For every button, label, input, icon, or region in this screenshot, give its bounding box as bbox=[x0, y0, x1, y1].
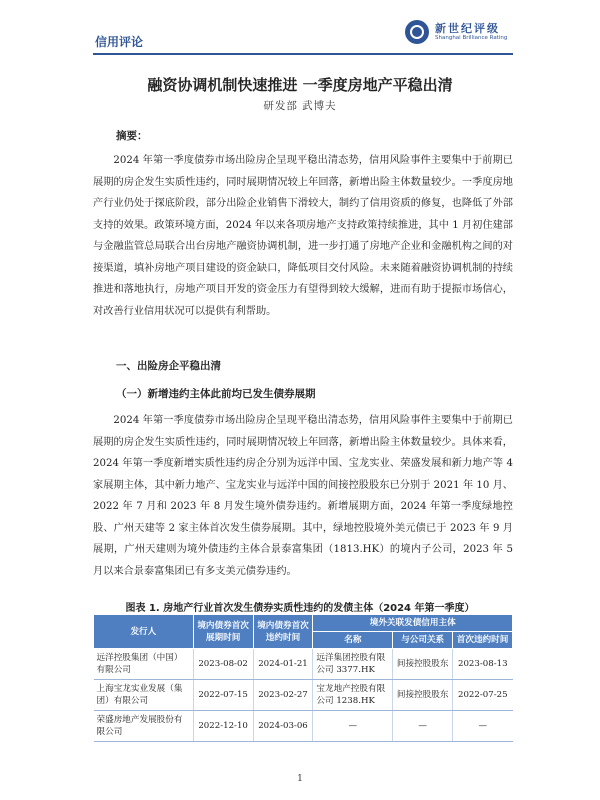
logo-text-cn: 新世纪评级 bbox=[435, 22, 500, 35]
cell-relation: 间接控股股东 bbox=[393, 649, 453, 680]
table-caption: 图表 1. 房地产行业首次发生债券实质性违约的发债主体（2024 年第一季度） bbox=[125, 603, 475, 614]
abstract-paragraph: 2024 年第一季度债券市场出险房企呈现平稳出清态势，信用风险事件主要集中于前期已展期的房企发生实质性违约，同时展期情况较上年回落，新增出险主体数量较少。一季度房地产行业仍处于探底阶段，部分出险企业销售下滑较大，制约了信用资质的修复，也降低了外部支持的效果。政策环境方面，2024 年以来各项房地产支持政策持续推进，其中 1 月初住建部与金融监管总局联合出台房地产融资协调机制，进一步打通了房地产企业和金融机构之间的对接渠道，填补房地产项目建设的资金缺口，降低项目交付风险。未来随着融资协调机制的持续推进和落地执行，房地产项目开发的资金压力有望得到较大缓解，进而有助于提振市场信心，对改善行业信用状况可以提供有利帮助。 bbox=[93, 155, 513, 317]
table-row bbox=[94, 711, 513, 742]
logo-text-en: Shanghai Brilliance Rating bbox=[435, 35, 508, 41]
cell-name: 远洋集团控股有限公司 3377.HK bbox=[313, 649, 393, 680]
document-title: 融资协调机制快速推进 一季度房地产平稳出清 bbox=[147, 76, 453, 94]
section-heading: 一、出险房企平稳出清 bbox=[116, 360, 221, 372]
col-header-domestic-extension: 境内债券首次展期时间 bbox=[193, 615, 253, 649]
cell-extension: 2023-08-02 bbox=[193, 649, 253, 680]
cell-first-default: 2022-07-25 bbox=[453, 680, 513, 711]
section-label: 信用评论 bbox=[95, 35, 144, 49]
cell-issuer: 远洋控股集团（中国）有限公司 bbox=[94, 649, 194, 680]
col-header-offshore-group: 境外关联发债信用主体 bbox=[313, 615, 513, 632]
author: 研发部 武博夫 bbox=[263, 100, 337, 112]
subsection-heading: （一）新增违约主体此前均已发生债券展期 bbox=[116, 388, 316, 400]
table-row bbox=[94, 649, 513, 680]
table-row bbox=[94, 680, 513, 711]
header-divider bbox=[93, 53, 513, 55]
cell-default: 2023-02-27 bbox=[253, 680, 313, 711]
cell-name: 宝龙地产控股有限公司 1238.HK bbox=[313, 680, 393, 711]
logo bbox=[405, 18, 520, 48]
default-issuers-table bbox=[93, 614, 513, 742]
logo-icon bbox=[405, 20, 429, 44]
cell-extension: 2022-07-15 bbox=[193, 680, 253, 711]
cell-first-default: 2023-08-13 bbox=[453, 649, 513, 680]
col-header-first-default: 首次违约时间 bbox=[453, 632, 513, 649]
cell-issuer: 上海宝龙实业发展（集团）有限公司 bbox=[94, 680, 194, 711]
cell-issuer: 荣盛房地产发展股份有限公司 bbox=[94, 711, 194, 742]
col-header-name: 名称 bbox=[313, 632, 393, 649]
cell-first-default: — bbox=[453, 711, 513, 742]
cell-name: — bbox=[313, 711, 393, 742]
col-header-domestic-default: 境内债券首次违约时间 bbox=[253, 615, 313, 649]
col-header-issuer: 发行人 bbox=[94, 615, 194, 649]
cell-relation: — bbox=[393, 711, 453, 742]
cell-extension: 2022-12-10 bbox=[193, 711, 253, 742]
cell-default: 2024-01-21 bbox=[253, 649, 313, 680]
col-header-relation: 与公司关系 bbox=[393, 632, 453, 649]
cell-relation: 间接控股股东 bbox=[393, 680, 453, 711]
abstract-label: 摘要： bbox=[116, 130, 148, 142]
body-paragraph: 2024 年第一季度债券市场出险房企呈现平稳出清态势，信用风险事件主要集中于前期已展期的房企发生实质性违约，同时展期情况较上年回落，新增出险主体数量较少。具体来看，2024 年第一季度新增实质性违约房企分别为远洋中国、宝龙实业、荣盛发展和新力地产等 4 家展期主体，其中新力地产、宝龙实业与远洋中国的间接控股股东已分别于 2021 年 10 月、2022 年 7 月和 2023 年 8 月发生境外债券违约。新增展期方面，2024 年第一季度绿地控股、广州天建等 2 家主体首次发生债券展期。其中，绿地控股境外美元债已于 2023 年 9 月展期，广州天建则为境外债违约主体合景泰富集团（1813.HK）的境内子公司，2023 年 5 月以来合景泰富集团已有多支美元债券违约。 bbox=[93, 415, 513, 577]
cell-default: 2024-03-06 bbox=[253, 711, 313, 742]
page-number: 1 bbox=[297, 774, 303, 784]
